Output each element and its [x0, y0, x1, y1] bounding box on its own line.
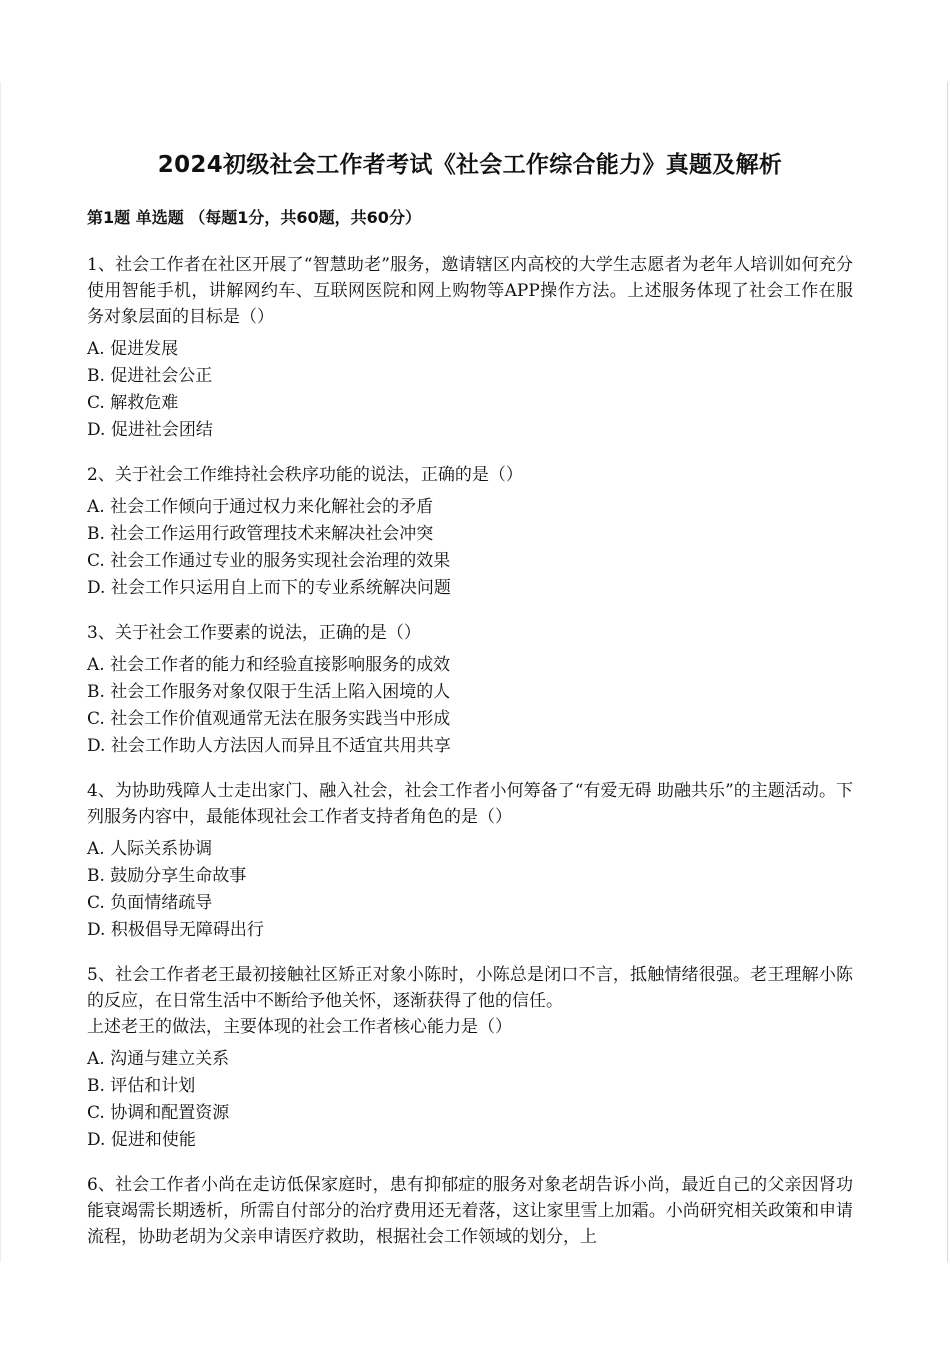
question-stem-continuation: 上述老王的做法，主要体现的社会工作者核心能力是（） [87, 1017, 512, 1037]
option-a: A. 沟通与建立关系 [87, 1049, 230, 1069]
question-2 [87, 462, 853, 602]
question-3 [87, 620, 853, 760]
option-d: D. 促进社会团结 [87, 420, 213, 440]
question-stem: 4、为协助残障人士走出家门、融入社会，社会工作者小何筹备了“有爱无碍 助融共乐”的主题活动。下列服务内容中，最能体现社会工作者支持者角色的是（） [87, 781, 853, 827]
option-c: C. 社会工作价值观通常无法在服务实践当中形成 [87, 709, 451, 729]
option-b: B. 社会工作运用行政管理技术来解决社会冲突 [87, 524, 434, 544]
option-a: A. 社会工作者的能力和经验直接影响服务的成效 [87, 655, 451, 675]
option-b: B. 鼓励分享生命故事 [87, 866, 247, 886]
option-c: C. 负面情绪疏导 [87, 893, 213, 913]
option-d: D. 社会工作只运用自上而下的专业系统解决问题 [87, 578, 451, 598]
document-page [0, 82, 948, 1262]
option-a: A. 促进发展 [87, 339, 179, 359]
option-c: C. 社会工作通过专业的服务实现社会治理的效果 [87, 551, 451, 571]
question-5 [87, 962, 853, 1154]
option-d: D. 社会工作助人方法因人而异且不适宜共用共享 [87, 736, 451, 756]
document-title: 2024初级社会工作者考试《社会工作综合能力》真题及解析 [157, 152, 783, 178]
option-d: D. 积极倡导无障碍出行 [87, 920, 264, 940]
question-stem: 6、社会工作者小尚在走访低保家庭时，患有抑郁症的服务对象老胡告诉小尚，最近自己的父亲因肾功能衰竭需长期透析，所需自付部分的治疗费用还无着落，这让家里雪上加霜。小尚研究相关政策和申请流程，协助老胡为父亲申请医疗救助，根据社会工作领域的划分，上 [87, 1175, 853, 1247]
option-b: B. 社会工作服务对象仅限于生活上陷入困境的人 [87, 682, 451, 702]
option-c: C. 解救危难 [87, 393, 179, 413]
option-a: A. 人际关系协调 [87, 839, 213, 859]
option-a: A. 社会工作倾向于通过权力来化解社会的矛盾 [87, 497, 434, 517]
option-d: D. 促进和使能 [87, 1130, 196, 1150]
question-stem: 3、关于社会工作要素的说法，正确的是（） [87, 623, 421, 643]
option-c: C. 协调和配置资源 [87, 1103, 230, 1123]
option-b: B. 评估和计划 [87, 1076, 196, 1096]
question-4 [87, 778, 853, 944]
question-stem: 2、关于社会工作维持社会秩序功能的说法，正确的是（） [87, 465, 523, 485]
question-stem: 5、社会工作者老王最初接触社区矫正对象小陈时，小陈总是闭口不言，抵触情绪很强。老王理解小陈的反应，在日常生活中不断给予他关怀，逐渐获得了他的信任。 [87, 965, 853, 1011]
question-6 [87, 1172, 853, 1250]
section-heading: 第1题 单选题 （每题1分，共60题，共60分） [87, 208, 421, 227]
question-1 [87, 252, 853, 444]
question-stem: 1、社会工作者在社区开展了“智慧助老”服务，邀请辖区内高校的大学生志愿者为老年人培训如何充分使用智能手机，讲解网约车、互联网医院和网上购物等APP操作方法。上述服务体现了社会工作在服务对象层面的目标是（） [87, 255, 853, 327]
document-content [87, 146, 853, 1262]
option-b: B. 促进社会公正 [87, 366, 213, 386]
